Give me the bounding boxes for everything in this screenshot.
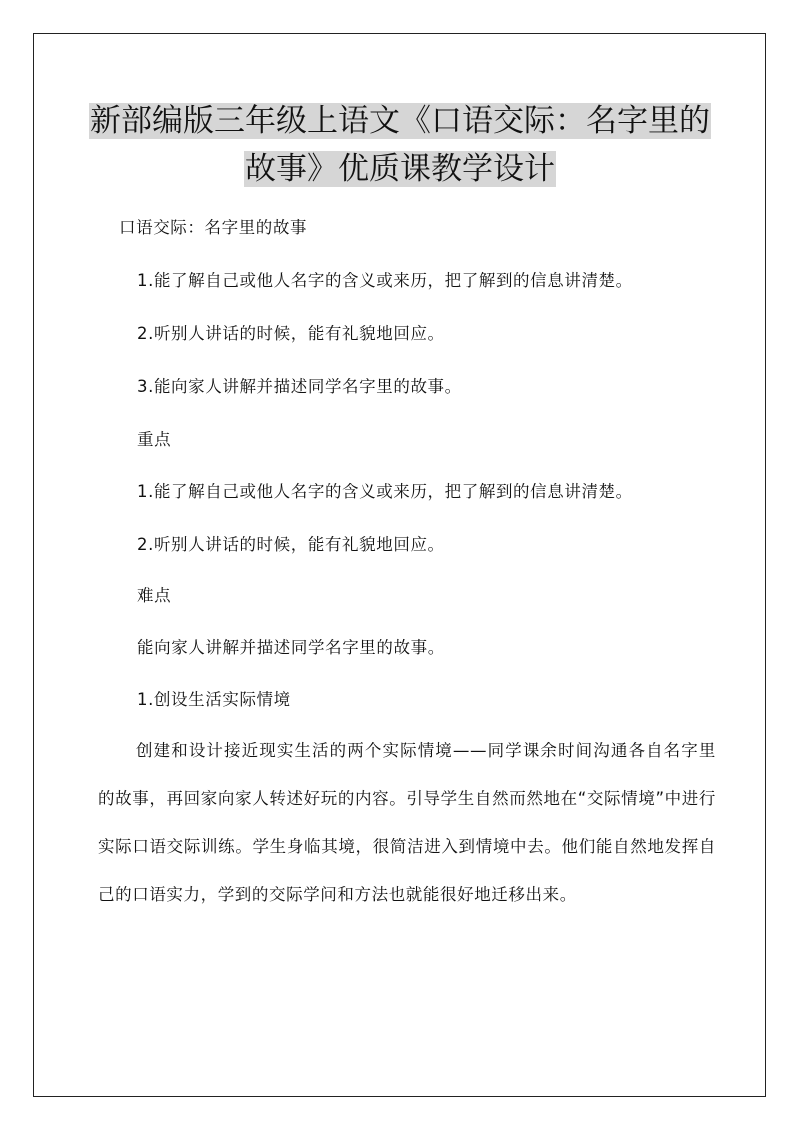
difficulty-item: 能向家人讲解并描述同学名字里的故事。	[137, 638, 445, 657]
section-heading: 口语交际：名字里的故事	[119, 218, 308, 237]
objective-item: 3.能向家人讲解并描述同学名字里的故事。	[137, 377, 462, 396]
key-point-item: 1.能了解自己或他人名字的含义或来历，把了解到的信息讲清楚。	[137, 482, 633, 501]
objective-item: 2.听别人讲话的时候，能有礼貌地回应。	[137, 324, 445, 343]
key-points-heading: 重点	[137, 430, 172, 449]
method-heading: 1.创设生活实际情境	[137, 690, 291, 709]
objective-item: 1.能了解自己或他人名字的含义或来历，把了解到的信息讲清楚。	[137, 271, 633, 290]
document-title	[60, 97, 740, 193]
difficulty-heading: 难点	[137, 586, 172, 605]
title-line-2: 故事》优质课教学设计	[245, 151, 555, 187]
method-paragraph: 创建和设计接近现实生活的两个实际情境——同学课余时间沟通各自名字里的故事，再回家向家人转述好玩的内容。引导学生自然而然地在“交际情境”中进行实际口语交际训练。学生身临其境，很简洁进入到情境中去。他们能自然地发挥自己的口语实力，学到的交际学问和方法也就能很好地迁移出来。	[98, 741, 716, 904]
key-point-item: 2.听别人讲话的时候，能有礼貌地回应。	[137, 535, 445, 554]
title-line-1: 新部编版三年级上语文《口语交际：名字里的	[90, 103, 710, 139]
